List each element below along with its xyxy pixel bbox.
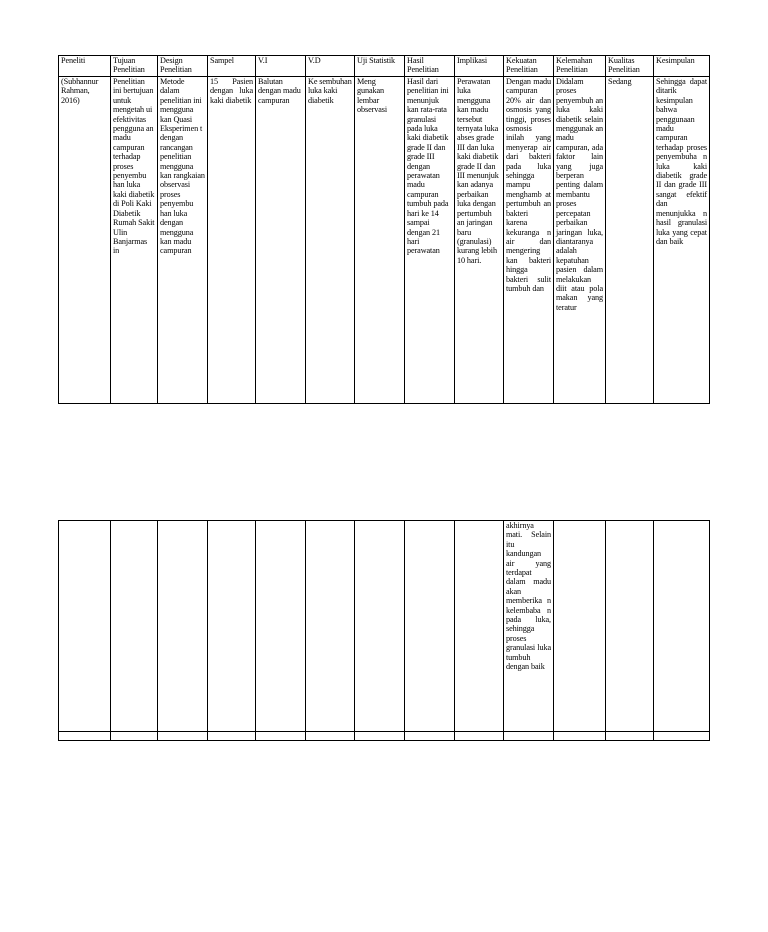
header-kelemahan-penelitian: Kelemahan Penelitian [554, 56, 606, 77]
cell-kelemahan-penelitian [554, 521, 606, 732]
cell-kelemahan-penelitian: Didalam proses penyembuh an luka kaki diabetik selain menggunak an madu campuran, ada faktor lain yang juga berperan penting dalam membantu proses percepatan perbaikan jaringan luka, diantaranya adalah kepatuhan pasien dalam melakukan diit atau pola makan yang teratur [554, 77, 606, 404]
cell-hasil-penelitian: Hasil dari penelitian ini menunjuk kan rata-rata granulasi pada luka kaki diabetik grade II dan grade III dengan perawatan madu campuran tumbuh pada hari ke 14 sampai dengan 21 hari perawatan [405, 77, 455, 404]
cell-kesimpulan [654, 521, 710, 732]
header-kualitas-penelitian: Kualitas Penelitian [606, 56, 654, 77]
header-design-penelitian: Design Penelitian [158, 56, 208, 77]
cell-vd [306, 521, 355, 732]
empty-cell [59, 732, 111, 741]
cell-vd: Ke sembuhan luka kaki diabetik [306, 77, 355, 404]
cell-vi: Balutan dengan madu campuran [256, 77, 306, 404]
cell-implikasi: Perawatan luka mengguna kan madu tersebut ternyata luka abses grade III dan luka kaki diabetik grade II dan III menunjuk kan adanya perbaikan luka dengan pertumbuh an jaringan baru (granulasi) kurang lebih 10 hari. [455, 77, 504, 404]
header-implikasi: Implikasi [455, 56, 504, 77]
cell-tujuan-penelitian: Penelitian ini bertujuan untuk mengetah ui efektivitas pengguna an madu campuran terhadap proses penyembu han luka kaki diabetik di Poli Kaki Diabetik Rumah Sakit Ulin Banjarmas in [111, 77, 158, 404]
table-header-row [59, 56, 710, 77]
cell-design-penelitian [158, 521, 208, 732]
header-tujuan-penelitian: Tujuan Penelitian [111, 56, 158, 77]
cell-uji-statistik: Meng gunakan lembar observasi [355, 77, 405, 404]
header-hasil-penelitian: Hasil Penelitian [405, 56, 455, 77]
empty-cell [256, 732, 306, 741]
cell-uji-statistik [355, 521, 405, 732]
empty-cell [405, 732, 455, 741]
table-row [59, 521, 710, 732]
empty-cell [111, 732, 158, 741]
cell-kesimpulan: Sehingga dapat ditarik kesimpulan bahwa penggunaan madu campuran terhadap proses penyembuha n luka kaki diabetik grade II dan grade III sangat efektif dan menunjukka n hasil granulasi luka yang cepat dan baik [654, 77, 710, 404]
empty-cell [606, 732, 654, 741]
empty-cell [554, 732, 606, 741]
empty-cell [654, 732, 710, 741]
table-row [59, 77, 710, 404]
empty-cell [355, 732, 405, 741]
cell-kualitas-penelitian [606, 521, 654, 732]
review-table-page-1 [58, 55, 710, 404]
review-table-page-2 [58, 520, 710, 741]
cell-tujuan-penelitian [111, 521, 158, 732]
cell-kekuatan-penelitian: akhirnya mati. Selain itu kandungan air yang terdapat dalam madu akan memberika n kelembaba n pada luka, sehingga proses granulasi luka tumbuh dengan baik [504, 521, 554, 732]
empty-cell [455, 732, 504, 741]
cell-kekuatan-penelitian: Dengan madu campuran 20% air dan osmosis yang tinggi, proses osmosis inilah yang menyerap air dari bakteri pada luka sehingga mampu menghamb at pertumbuh an bakteri karena kekuranga n air dan mengering kan bakteri hingga bakteri sulit tumbuh dan [504, 77, 554, 404]
cell-sampel [208, 521, 256, 732]
header-uji-statistik: Uji Statistik [355, 56, 405, 77]
header-sampel: Sampel [208, 56, 256, 77]
cell-peneliti: (Subhannur Rahman, 2016) [59, 77, 111, 404]
cell-hasil-penelitian [405, 521, 455, 732]
empty-cell [306, 732, 355, 741]
cell-kualitas-penelitian: Sedang [606, 77, 654, 404]
cell-design-penelitian: Metode dalam penelitian ini mengguna kan Quasi Eksperimen t dengan rancangan penelitian mengguna kan rangkaian observasi proses penyembu han luka dengan mengguna kan madu campuran [158, 77, 208, 404]
empty-cell [504, 732, 554, 741]
empty-cell [158, 732, 208, 741]
cell-vi [256, 521, 306, 732]
header-peneliti: Peneliti [59, 56, 111, 77]
empty-cell [208, 732, 256, 741]
header-vd: V.D [306, 56, 355, 77]
table-row [59, 732, 710, 741]
cell-peneliti [59, 521, 111, 732]
header-kekuatan-penelitian: Kekuatan Penelitian [504, 56, 554, 77]
header-kesimpulan: Kesimpulan [654, 56, 710, 77]
cell-sampel: 15 Pasien dengan luka kaki diabetik [208, 77, 256, 404]
cell-implikasi [455, 521, 504, 732]
header-vi: V.I [256, 56, 306, 77]
